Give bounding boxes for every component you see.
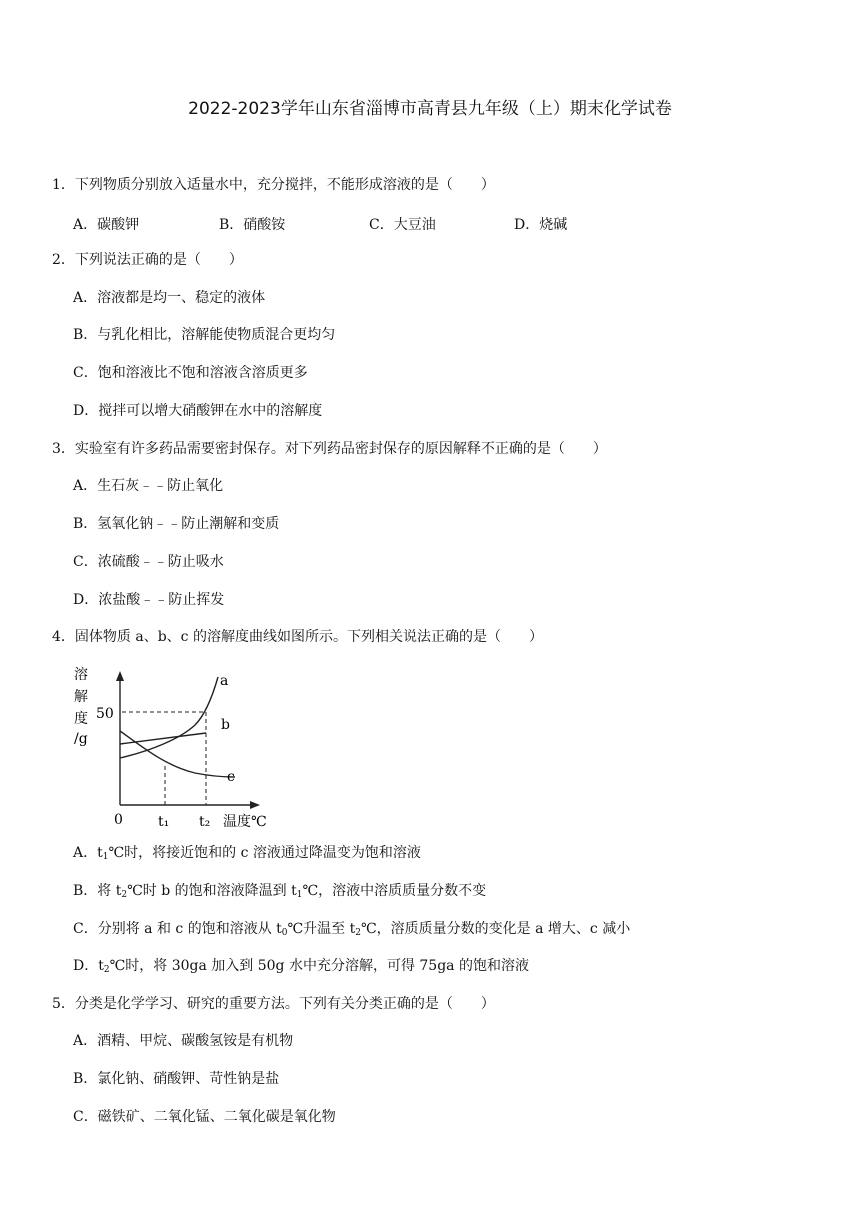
- figure-origin: 0: [114, 812, 123, 828]
- curve-label-a: a: [220, 673, 229, 689]
- curve-b: [120, 733, 206, 744]
- question-4-option-d: [73, 957, 529, 979]
- q4d-text-1: D．t: [73, 958, 104, 974]
- q4c-text-1: C．分别将 a 和 c 的饱和溶液从 t: [73, 921, 282, 937]
- q4d-text-2: ℃时，将 30ga 加入到 50g 水中充分溶解，可得 75ga 的饱和溶液: [109, 958, 529, 974]
- question-3-option-c: C．浓硫酸﹣﹣防止吸水: [73, 554, 224, 570]
- question-2-option-a: A．溶液都是均一、稳定的液体: [73, 290, 266, 306]
- figure-x-tick-t2: t₂: [199, 814, 211, 830]
- q4c-text-2: ℃升温至 t: [287, 921, 356, 937]
- figure-ylabel-2: 解: [74, 689, 88, 705]
- q4a-text-1: A．t: [73, 845, 103, 861]
- figure-ylabel-1: 溶: [74, 667, 88, 683]
- figure-ylabel-3: 度: [74, 711, 88, 727]
- question-5-option-b: B．氯化钠、硝酸钾、苛性钠是盐: [73, 1071, 280, 1087]
- q4c-sub-1: 0: [281, 928, 288, 938]
- q4c-sub-2: 2: [355, 928, 361, 938]
- question-1-option-d: D．烧碱: [514, 217, 568, 233]
- figure-ylabel-4: /g: [74, 731, 88, 747]
- q4b-text-2: ℃时 b 的饱和溶液降温到 t: [127, 883, 297, 899]
- q4b-sub-1: 2: [121, 890, 128, 900]
- question-3-option-b: B．氢氧化钠﹣﹣防止潮解和变质: [73, 516, 280, 532]
- question-1-option-a: A．碳酸钾: [73, 217, 140, 233]
- q4a-text-2: ℃时，将接近饱和的 c 溶液通过降温变为饱和溶液: [108, 845, 421, 861]
- question-4-option-c: [73, 920, 630, 942]
- question-3-stem: 3．实验室有许多药品需要密封保存。对下列药品密封保存的原因解释不正确的是（ ）: [52, 441, 607, 457]
- question-1-stem: 1．下列物质分别放入适量水中，充分搅拌，不能形成溶液的是（ ）: [52, 177, 495, 193]
- figure-y-tick-50: 50: [96, 706, 114, 722]
- question-2-stem: 2．下列说法正确的是（ ）: [52, 252, 243, 268]
- y-axis-arrow: [116, 671, 124, 681]
- q4b-sub-2: 1: [296, 890, 303, 900]
- question-3-option-d: D．浓盐酸﹣﹣防止挥发: [73, 592, 225, 608]
- q4d-sub-1: 2: [103, 965, 110, 975]
- question-2-option-b: B．与乳化相比，溶解能使物质混合更均匀: [73, 327, 336, 343]
- page-title: 2022-2023学年山东省淄博市高青县九年级（上）期末化学试卷: [188, 99, 672, 119]
- curve-label-c: c: [227, 769, 235, 785]
- question-4-option-b: [73, 882, 486, 904]
- question-5-option-c: C．磁铁矿、二氧化锰、二氧化碳是氧化物: [73, 1109, 336, 1125]
- figure-xlabel: 温度℃: [223, 814, 267, 830]
- question-2-option-d: D．搅拌可以增大硝酸钾在水中的溶解度: [73, 403, 323, 419]
- q4b-text-1: B．将 t: [73, 883, 122, 899]
- question-5-stem: 5．分类是化学学习、研究的重要方法。下列有关分类正确的是（ ）: [52, 996, 495, 1012]
- question-5-option-a: A．酒精、甲烷、碳酸氢铵是有机物: [73, 1033, 294, 1049]
- x-axis-arrow: [250, 801, 260, 809]
- q4c-text-3: ℃，溶质质量分数的变化是 a 增大、c 减小: [361, 921, 631, 937]
- question-1-options: [73, 214, 673, 232]
- question-4-stem: 4．固体物质 a、b、c 的溶解度曲线如图所示。下列相关说法正确的是（ ）: [52, 629, 543, 645]
- q4b-text-3: ℃，溶液中溶质质量分数不变: [302, 883, 487, 899]
- question-3-option-a: A．生石灰﹣﹣防止氧化: [73, 478, 224, 494]
- figure-x-tick-t1: t₁: [158, 814, 170, 830]
- solubility-curve-figure: [70, 663, 270, 833]
- question-1-option-c: C．大豆油: [369, 217, 436, 233]
- curve-a: [120, 677, 218, 758]
- question-2-option-c: C．饱和溶液比不饱和溶液含溶质更多: [73, 365, 308, 381]
- curve-label-b: b: [221, 717, 230, 733]
- q4a-sub-1: 1: [102, 852, 109, 862]
- question-1-option-b: B．硝酸铵: [219, 217, 286, 233]
- question-4-option-a: [73, 844, 421, 866]
